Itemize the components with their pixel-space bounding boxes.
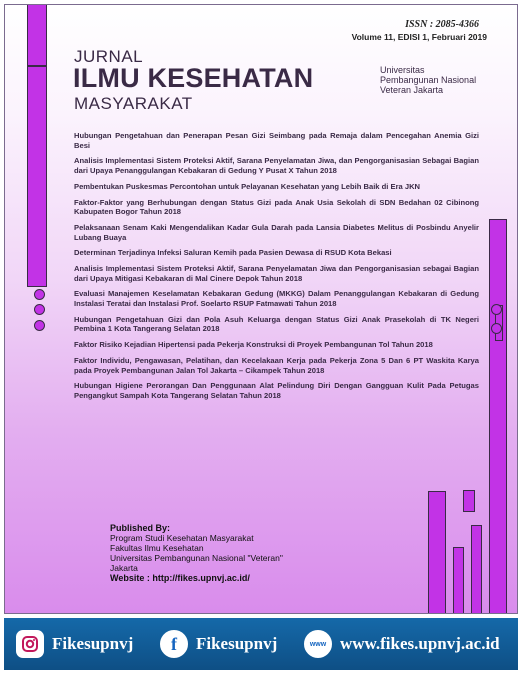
article-title: Hubungan Pengetahuan Gizi dan Pola Asuh Keluarga dengan Status Gizi Anak Prasekolah di TK Negeri Pembina 1 Kota Tangerang Selatan 2018 — [74, 314, 479, 334]
decorative-bar — [453, 547, 464, 614]
publisher-heading: Published By: — [110, 523, 171, 533]
article-title: Analisis Implementasi Sistem Proteksi Aktif, Sarana Penyelamatan Jiwa, dan Pengorganisasian Sebagai Bagian dari Upaya Penanggulangan Kebakaran di Gedung Y Pusat X Tahun 2018 — [74, 156, 479, 175]
instagram-icon — [16, 630, 44, 658]
issn-number: ISSN : 2085-4366 — [405, 19, 479, 30]
social-footer — [4, 618, 518, 670]
article-title: Pelaksanaan Senam Kaki Mengendalikan Kadar Gula Darah pada Lansia Diabetes Melitus di Posbindu Anyelir Lubang Buaya — [74, 222, 479, 242]
article-title: Determinan Terjadinya Infeksi Saluran Kemih pada Pasien Dewasa di RSUD Kota Bekasi — [74, 248, 392, 258]
article-title: Faktor-Faktor yang Berhubungan dengan Status Gizi pada Anak Usia Sekolah di SDN Bedahan 02 Cibinong Kabupaten Bogor Tahun 2018 — [74, 197, 479, 217]
article-title: Faktor Individu, Pengawasan, Pelatihan, dan Kecelakaan Kerja pada Pekerja Zona 5 Dan 6 PT Waskita Karya pada Proyek Pembangunan Jalan Tol Jakarta – Cikampek Tahun 2018 — [74, 355, 479, 375]
website-url: www.fikes.upnvj.ac.id — [340, 634, 500, 653]
article-title: Hubungan Higiene Perorangan Dan Penggunaan Alat Pelindung Diri Dengan Gangguan Kulit Pada Petugas Pengangkut Sampah Kota Tangerang Selatan Tahun 2018 — [74, 381, 479, 400]
article-list — [74, 131, 479, 407]
publisher-line: Jakarta — [110, 563, 138, 573]
decorative-divider — [27, 65, 47, 67]
journal-cover — [4, 4, 518, 614]
decorative-dot — [34, 289, 45, 300]
decorative-bar — [463, 490, 475, 512]
decorative-bar — [428, 491, 446, 614]
article-title: Faktor Risiko Kejadian Hipertensi pada Pekerja Konstruksi di Proyek Pembangunan Tol Tahun 2018 — [74, 340, 433, 350]
decorative-dot — [34, 320, 45, 331]
facebook-icon: f — [160, 630, 188, 658]
article-title: Evaluasi Manajemen Keselamatan Kebakaran Gedung (MKKG) Dalam Penanggulangan Kebakaran di Gedung Instalasi Teratai dan Instalasi Prof. Soelarto RSUP Fatmawati Tahun 2018 — [74, 289, 479, 309]
globe-icon: www — [304, 630, 332, 658]
decorative-dot — [491, 304, 502, 315]
facebook-link[interactable] — [160, 630, 277, 658]
decorative-bar — [471, 525, 482, 614]
journal-subtitle: MASYARAKAT — [74, 94, 193, 113]
website-link[interactable] — [304, 630, 500, 658]
decorative-bar — [27, 5, 47, 287]
volume-edition: Volume 11, EDISI 1, Februari 2019 — [351, 32, 487, 42]
instagram-handle: Fikesupnvj — [52, 634, 134, 653]
article-title: Hubungan Pengetahuan dan Penerapan Pesan Gizi Seimbang pada Remaja dalam Pencegahan Anemia Gizi Besi — [74, 131, 479, 150]
article-title: Pembentukan Puskesmas Percontohan untuk Pelayanan Kesehatan yang Lebih Baik di Era JKN — [74, 181, 421, 191]
journal-label: JURNAL — [74, 47, 144, 66]
facebook-handle: Fikesupnvj — [196, 634, 278, 653]
publisher-line: Program Studi Kesehatan Masyarakat — [110, 533, 254, 543]
university-name: Universitas Pembangunan Nasional Veteran Jakarta — [380, 65, 477, 95]
journal-title: ILMU KESEHATAN — [73, 63, 314, 93]
publisher-line: Fakultas Ilmu Kesehatan — [110, 543, 204, 553]
decorative-dot — [491, 323, 502, 334]
decorative-dot — [34, 304, 45, 315]
article-title: Analisis Implementasi Sistem Proteksi Aktif, Sarana Penyelamatan Jiwa dan Pengorganisasian sebagai Bagian dari Upaya Mitigasi Kebakaran di Mal Cinere Depok Tahun 2018 — [74, 264, 479, 283]
publisher-info — [110, 523, 410, 583]
decorative-bar — [489, 219, 507, 614]
instagram-link[interactable] — [16, 630, 133, 658]
publisher-website[interactable]: Website : http://fikes.upnvj.ac.id/ — [110, 573, 250, 583]
publisher-line: Universitas Pembangunan Nasional "Veteran" — [110, 553, 283, 563]
